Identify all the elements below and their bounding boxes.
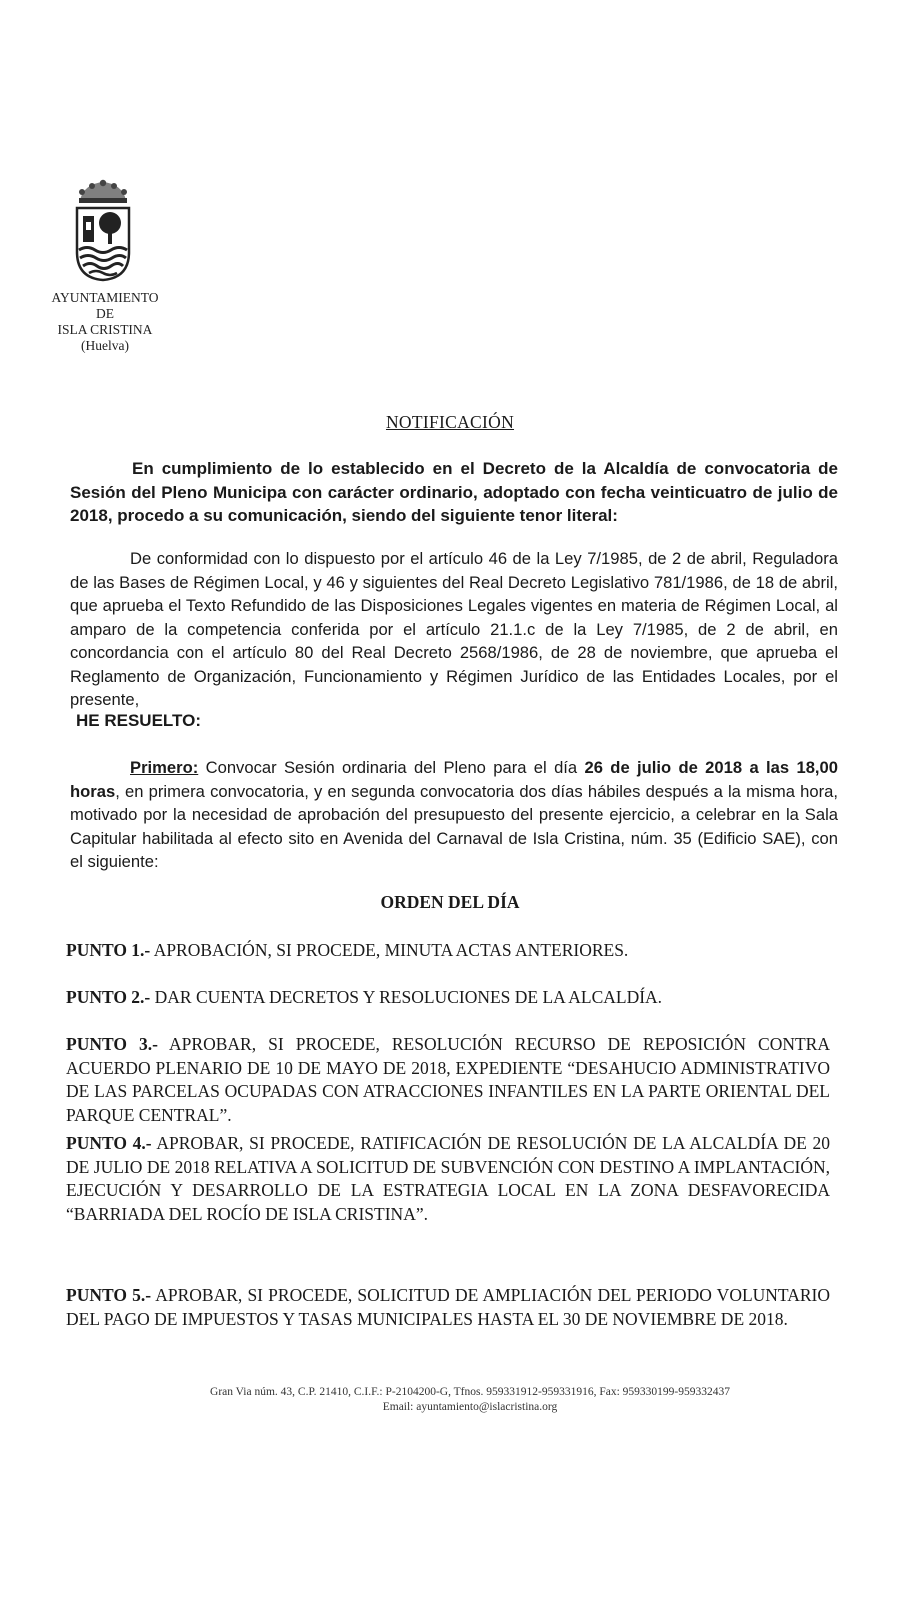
document-title: NOTIFICACIÓN <box>385 412 515 432</box>
agenda-title: ORDEN DEL DÍA <box>380 892 520 912</box>
coat-of-arms-icon <box>70 178 136 282</box>
agenda-item-label: PUNTO 1.- <box>66 940 151 960</box>
agenda-item <box>66 939 830 963</box>
agenda-item-label: PUNTO 3.- <box>66 1034 158 1054</box>
agenda-item-label: PUNTO 5.- <box>66 1285 152 1305</box>
agenda-item-label: PUNTO 4.- <box>66 1133 152 1153</box>
footer-email: Email: ayuntamiento@islacristina.org <box>382 1401 558 1413</box>
footer-address: Gran Via núm. 43, C.P. 21410, C.I.F.: P-2104200-G, Tfnos. 959331912-959331916, Fax: 959330199-959332437 <box>210 1386 730 1398</box>
organization-name <box>40 290 170 354</box>
agenda-item-text: APROBACIÓN, SI PROCEDE, MINUTA ACTAS ANTERIORES. <box>153 940 629 960</box>
agenda-item <box>66 1132 830 1226</box>
resolution-heading: HE RESUELTO: <box>76 711 201 730</box>
agenda-item-text: APROBAR, SI PROCEDE, RATIFICACIÓN DE RESOLUCIÓN DE LA ALCALDÍA DE 20 DE JULIO DE 2018 RELATIVA A SOLICITUD DE SUBVENCIÓN CON DESTINO A IMPLANTACIÓN, EJECUCIÓN Y DESARROLLO DE LA ESTRATEGIA LOCAL EN LA ZONA DESFAVORECIDA “BARRIADA DEL ROCÍO DE ISLA CRISTINA”. <box>66 1133 830 1224</box>
legal-basis-text: De conformidad con lo dispuesto por el artículo 46 de la Ley 7/1985, de 2 de abril, Reguladora de las Bases de Régimen Local, y 46 y siguientes del Real Decreto Legislativo 781/1986, de 18 de abril, que aprueba el Texto Refundido de las Disposiciones Legales vigentes en materia de Régimen Local, al amparo de la competencia conferida por el artículo 21.1.c de la Ley 7/1985, de 2 de abril, en concordancia con el artículo 80 del Real Decreto 2568/1986, de 28 de noviembre, que aprueba el Reglamento de Organización, Funcionamiento y Régimen Jurídico de las Entidades Locales, por el presente, <box>70 549 838 709</box>
session-date: 26 de julio de 2018 <box>584 758 743 777</box>
org-line-1: AYUNTAMIENTO <box>51 290 159 305</box>
primero-text-1: Convocar Sesión ordinaria del Pleno para el día <box>205 758 578 777</box>
intro-paragraph <box>70 457 838 528</box>
agenda-item <box>66 986 830 1010</box>
agenda-item-text: APROBAR, SI PROCEDE, RESOLUCIÓN RECURSO DE REPOSICIÓN CONTRA ACUERDO PLENARIO DE 10 DE MAYO DE 2018, EXPEDIENTE “DESAHUCIO ADMINISTRATIVO DE LAS PARCELAS OCUPADAS CON ATRACCIONES INFANTILES EN LA PARTE ORIENTAL DEL PARQUE CENTRAL”. <box>66 1034 830 1125</box>
org-line-2: DE <box>96 306 114 321</box>
intro-text: En cumplimiento de lo establecido en el Decreto de la Alcaldía de convocatoria de Sesión del Pleno Municipa con carácter ordinario, adoptado con fecha veinticuatro de julio de 2018, procedo a su comunicación, siendo del siguiente tenor literal: <box>70 459 838 525</box>
primero-label: Primero: <box>130 758 199 777</box>
primero-text-3: , en primera convocatoria, y en segunda convocatoria dos días hábiles después a la misma hora, motivado por la necesidad de aprobación del presupuesto del presente ejercicio, a celebrar en la Sala Capitular habilitada al efecto sito en Avenida del Carnaval de Isla Cristina, núm. 35 (Edificio SAE), con el siguiente: <box>70 781 838 872</box>
agenda-item-text: DAR CUENTA DECRETOS Y RESOLUCIONES DE LA ALCALDÍA. <box>154 987 663 1007</box>
primero-paragraph <box>70 756 838 874</box>
org-line-3: ISLA CRISTINA <box>57 322 153 337</box>
agenda-item <box>66 1284 830 1331</box>
agenda-item <box>66 1033 830 1127</box>
footer-contact <box>0 1385 900 1415</box>
session-time: 18,00 horas <box>70 758 838 801</box>
agenda-item-text: APROBAR, SI PROCEDE, SOLICITUD DE AMPLIACIÓN DEL PERIODO VOLUNTARIO DEL PAGO DE IMPUESTOS Y TASAS MUNICIPALES HASTA EL 30 DE NOVIEMBRE DE 2018. <box>66 1285 830 1329</box>
agenda-item-label: PUNTO 2.- <box>66 987 151 1007</box>
org-line-4: (Huelva) <box>81 338 129 353</box>
primero-text-2: a las <box>749 758 790 777</box>
legal-basis-paragraph <box>70 547 838 712</box>
